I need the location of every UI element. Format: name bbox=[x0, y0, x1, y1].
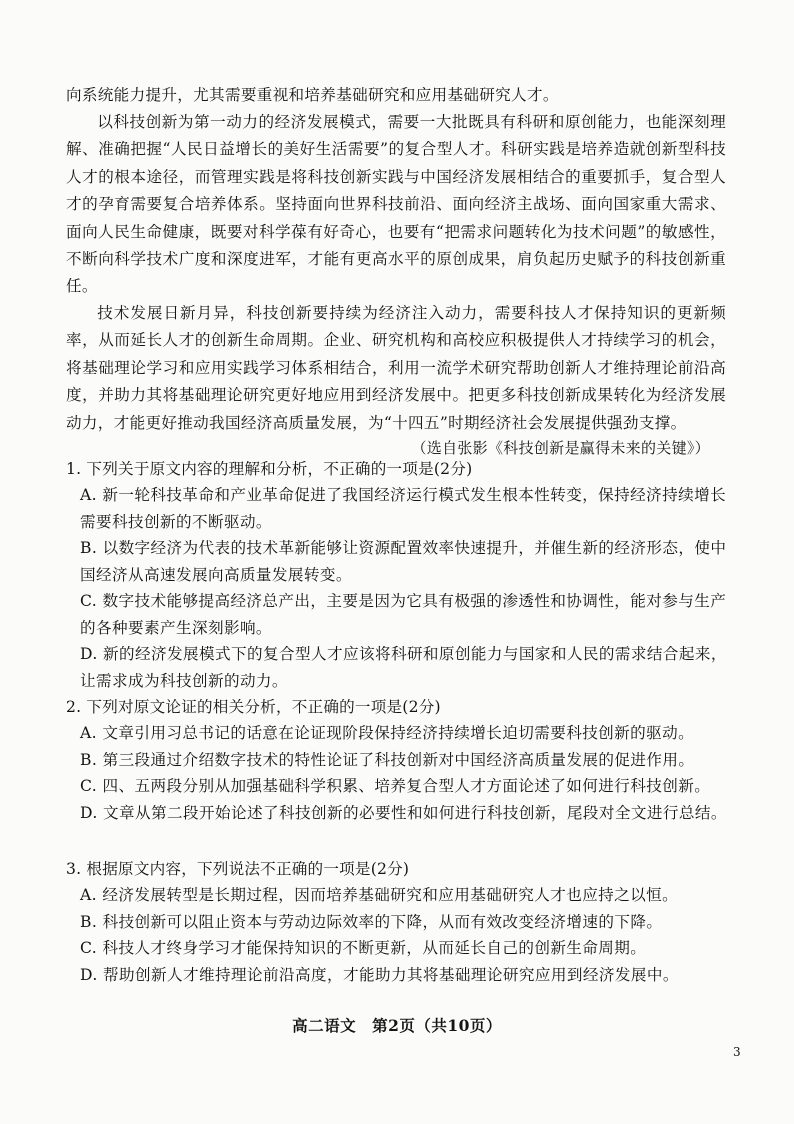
option-a: A. 文章引用习总书记的话意在论证现阶段保持经济持续增长迫切需要科技创新的驱动。 bbox=[80, 724, 695, 742]
option-d: D. 帮助创新人才维持理论前沿高度，才能助力其将基础理论研究应用到经济发展中。 bbox=[80, 965, 679, 984]
passage-source: （选自张影《科技创新是赢得未来的关键》） bbox=[411, 439, 710, 457]
question-stem: 2. 下列对原文论证的相关分析，不正确的一项是(2分) bbox=[66, 698, 441, 716]
question-stem: 1. 下列关于原文内容的理解和分析，不正确的一项是(2分) bbox=[66, 460, 473, 478]
passage-paragraph-1: 向系统能力提升，尤其需要重视和培养基础研究和应用基础研究人才。 bbox=[66, 86, 559, 104]
option-b: B. 以数字经济为代表的技术革新能够让资源配置效率快速提升，并催生新的经济形态，使中国经济从高速发展向高质量发展转变。 bbox=[80, 539, 727, 584]
option-c: C. 科技人才终身学习才能保持知识的不断更新，从而延长自己的创新生命周期。 bbox=[80, 939, 647, 957]
page-footer: 高二语文 第2页（共10页） bbox=[292, 1016, 502, 1035]
question-2 bbox=[66, 694, 734, 826]
question-1 bbox=[66, 456, 734, 694]
option-c: C. 数字技术能够提高经济总产出，主要是因为它具有极强的渗透性和协调性，能对参与生产的各种要素产生深刻影响。 bbox=[80, 592, 727, 637]
passage-paragraph-3: 技术发展日新月异，科技创新要持续为经济注入动力，需要科技人才保持知识的更新频率，从而延长人才的创新生命周期。企业、研究机构和高校应积极提供人才持续学习的机会，将基础理论学习和应用实践学习体系相结合，利用一流学术研究帮助创新人才维持理论前沿高度，并助力其将基础理论研究更好地应用到经济发展中。把更多科技创新成果转化为经济发展动力，才能更好推动我国经济高质量发展，为“十四五”时期经济社会发展提供强劲支撑。 bbox=[66, 304, 726, 432]
option-d: D. 文章从第二段开始论述了科技创新的必要性和如何进行科技创新，尾段对全文进行总结。 bbox=[80, 803, 727, 822]
option-b: B. 第三段通过介绍数字技术的特性论证了科技创新对中国经济高质量发展的促进作用。 bbox=[80, 750, 695, 769]
question-3 bbox=[66, 856, 734, 988]
question-stem: 3. 根据原文内容，下列说法不正确的一项是(2分) bbox=[66, 860, 410, 878]
option-a: A. 新一轮科技革命和产业革命促进了我国经济运行模式发生根本性转变，保持经济持续增长需要科技创新的不断驱动。 bbox=[80, 486, 727, 531]
option-d: D. 新的经济发展模式下的复合型人才应该将科研和原创能力与国家和人民的需求结合起来，让需求成为科技创新的动力。 bbox=[80, 645, 727, 690]
option-a: A. 经济发展转型是长期过程，因而培养基础研究和应用基础研究人才也应持之以恒。 bbox=[80, 886, 679, 904]
page-number: 3 bbox=[733, 1045, 741, 1059]
option-c: C. 四、五两段分别从加强基础科学积累、培养复合型人才方面论述了如何进行科技创新。 bbox=[80, 777, 711, 795]
option-b: B. 科技创新可以阻止资本与劳动边际效率的下降，从而有效改变经济增速的下降。 bbox=[80, 912, 663, 931]
passage-paragraph-2: 以科技创新为第一动力的经济发展模式，需要一大批既具有科研和原创能力，也能深刻理解、准确把握“人民日益增长的美好生活需要”的复合型人才。科研实践是培养造就创新型科技人才的根本途径，而管理实践是将科技创新实践与中国经济发展相结合的重要抓手，复合型人才的孕育需要复合培养体系。坚持面向世界科技前沿、面向经济主战场、面向国家重大需求、面向人民生命健康，既要对科学葆有好奇心，也要有“把需求问题转化为技术问题”的敏感性，不断向科学技术广度和深度进军，才能有更高水平的原创成果，肩负起历史赋予的科技创新重任。 bbox=[66, 113, 726, 296]
